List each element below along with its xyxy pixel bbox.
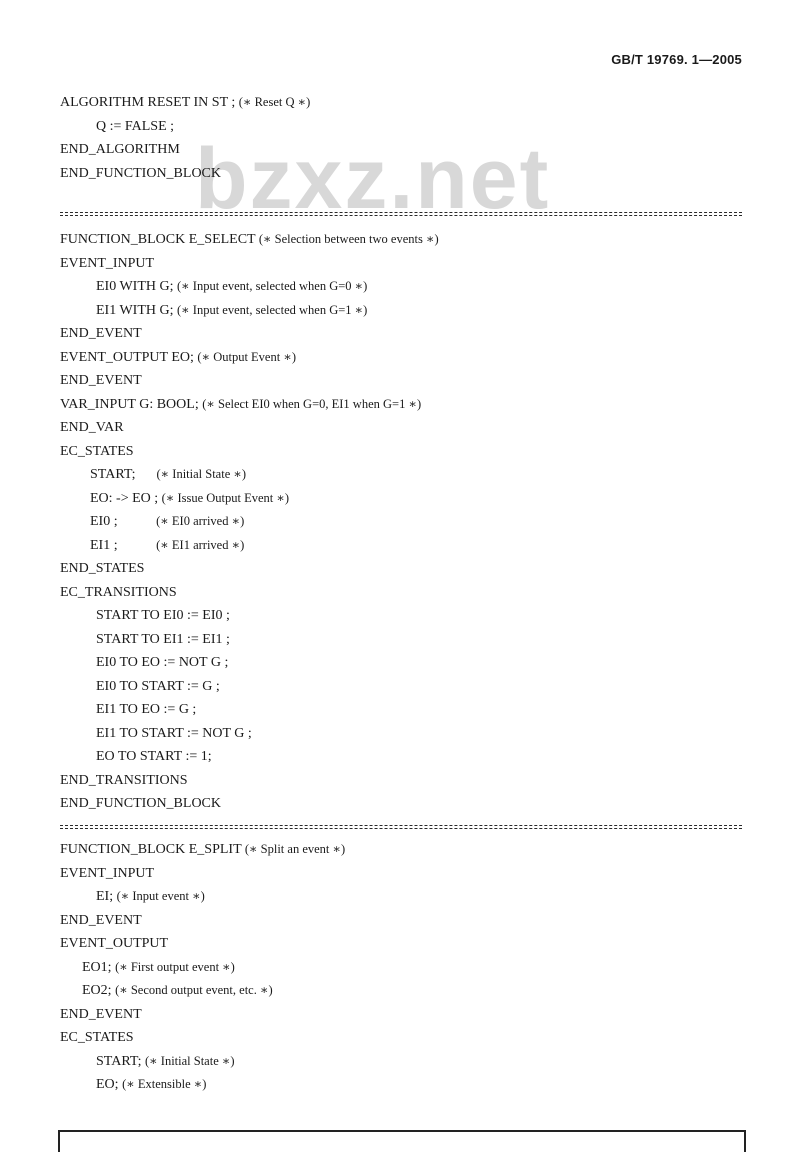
code-text: EI0 TO EO := NOT G ; [96, 655, 229, 670]
code-text: END_ALGORITHM [60, 142, 180, 157]
code-comment: (∗ Input event, selected when G=1 ∗) [177, 302, 368, 317]
section-divider-1 [60, 209, 742, 219]
code-comment: (∗ Initial State ∗) [145, 1053, 235, 1068]
code-text: EO: -> EO ; [90, 490, 162, 506]
watermark: bzxz.net [195, 131, 551, 227]
code-line [60, 510, 742, 534]
code-text: VAR_INPUT G: BOOL; [60, 396, 203, 412]
code-line [60, 162, 742, 186]
code-line [60, 698, 742, 722]
standard-code: GB/T 19769. 1—2005 [611, 52, 742, 67]
code-section-e-split [60, 838, 742, 1097]
code-text: END_EVENT [60, 326, 142, 341]
code-line [60, 885, 742, 909]
code-comment: (∗ Reset Q ∗) [238, 95, 311, 109]
code-comment: (∗ EI1 arrived ∗) [156, 537, 245, 552]
code-text: EI1 TO START := NOT G ; [96, 725, 252, 741]
code-line [60, 275, 742, 299]
code-line [60, 838, 742, 862]
code-text: END_VAR [60, 420, 124, 435]
code-text: EI1 TO EO := G ; [96, 702, 197, 717]
code-line [60, 909, 742, 933]
code-comment: (∗ Second output event, etc. ∗) [115, 983, 273, 997]
code-comment: (∗ EI0 arrived ∗) [156, 514, 245, 528]
code-text: EC_STATES [60, 443, 134, 459]
code-comment: (∗ Extensible ∗) [122, 1077, 207, 1091]
code-line [60, 115, 742, 139]
code-text: Q := FALSE ; [96, 118, 175, 134]
code-line [60, 745, 742, 769]
code-text: EO1; [82, 959, 116, 975]
code-text: EO2; [82, 983, 116, 998]
code-line [60, 651, 742, 675]
code-line [60, 463, 742, 487]
code-section-algorithm-end [60, 91, 742, 185]
code-text: EVENT_OUTPUT [60, 936, 169, 951]
code-text: END_EVENT [60, 912, 142, 928]
code-text: END_STATES [60, 561, 145, 576]
code-line [60, 487, 742, 511]
code-line [60, 932, 742, 956]
code-text: END_FUNCTION_BLOCK [60, 165, 221, 181]
code-text: END_TRANSITIONS [60, 772, 188, 788]
code-line [60, 722, 742, 746]
code-line [60, 534, 742, 558]
code-comment: (∗ Selection between two events ∗) [258, 232, 439, 246]
code-line [60, 792, 742, 816]
code-line [60, 440, 742, 464]
code-text: EC_TRANSITIONS [60, 584, 177, 600]
code-line [60, 1073, 742, 1097]
code-line [60, 228, 742, 252]
code-line [60, 1026, 742, 1050]
code-line [60, 393, 742, 417]
code-line [60, 299, 742, 323]
code-line [60, 557, 742, 581]
code-text: EVENT_INPUT [60, 865, 155, 881]
code-line [60, 346, 742, 370]
code-comment: (∗ Split an event ∗) [244, 842, 346, 856]
code-text: EI1 WITH G; [96, 302, 177, 318]
code-text: EI1 ; [90, 537, 157, 553]
code-text: EO TO START := 1; [96, 749, 212, 764]
code-text: EI0 WITH G; [96, 279, 177, 294]
code-line [60, 979, 742, 1003]
code-line [60, 91, 742, 115]
code-line [60, 369, 742, 393]
code-comment: (∗ Output Event ∗) [197, 349, 296, 364]
code-text: START TO EI1 := EI1 ; [96, 631, 230, 647]
code-section-e-select [60, 228, 742, 816]
code-text: EI0 TO START := G ; [96, 678, 220, 694]
code-line [60, 956, 742, 980]
code-line [60, 322, 742, 346]
footer-frame [58, 1130, 746, 1152]
code-text: END_EVENT [60, 373, 142, 388]
code-line [60, 138, 742, 162]
code-line [60, 1003, 742, 1027]
code-line [60, 581, 742, 605]
code-line [60, 675, 742, 699]
code-line [60, 252, 742, 276]
code-line [60, 604, 742, 628]
code-text: EO; [96, 1077, 123, 1092]
code-text: START; [90, 467, 157, 482]
code-text: EC_STATES [60, 1030, 134, 1045]
code-line [60, 769, 742, 793]
code-text: START; [96, 1053, 145, 1069]
code-comment: (∗ Select EI0 when G=0, EI1 when G=1 ∗) [202, 396, 422, 411]
code-text: FUNCTION_BLOCK E_SPLIT [60, 842, 245, 857]
code-text: START TO EI0 := EI0 ; [96, 608, 230, 623]
code-line [60, 416, 742, 440]
code-comment: (∗ Initial State ∗) [156, 467, 247, 481]
code-text: EVENT_INPUT [60, 255, 155, 271]
code-line [60, 862, 742, 886]
code-comment: (∗ Input event ∗) [116, 889, 205, 903]
code-comment: (∗ Issue Output Event ∗) [161, 490, 290, 505]
code-text: EI; [96, 889, 117, 904]
code-comment: (∗ Input event, selected when G=0 ∗) [177, 279, 368, 293]
code-text: END_FUNCTION_BLOCK [60, 796, 221, 811]
code-line [60, 628, 742, 652]
code-text: END_EVENT [60, 1006, 142, 1022]
code-text: FUNCTION_BLOCK E_SELECT [60, 232, 259, 247]
code-text: EI0 ; [90, 514, 157, 529]
code-comment: (∗ First output event ∗) [115, 959, 235, 974]
section-divider-2 [60, 822, 742, 832]
code-line [60, 1050, 742, 1074]
code-text: EVENT_OUTPUT EO; [60, 349, 198, 365]
code-text: ALGORITHM RESET IN ST ; [60, 95, 239, 110]
